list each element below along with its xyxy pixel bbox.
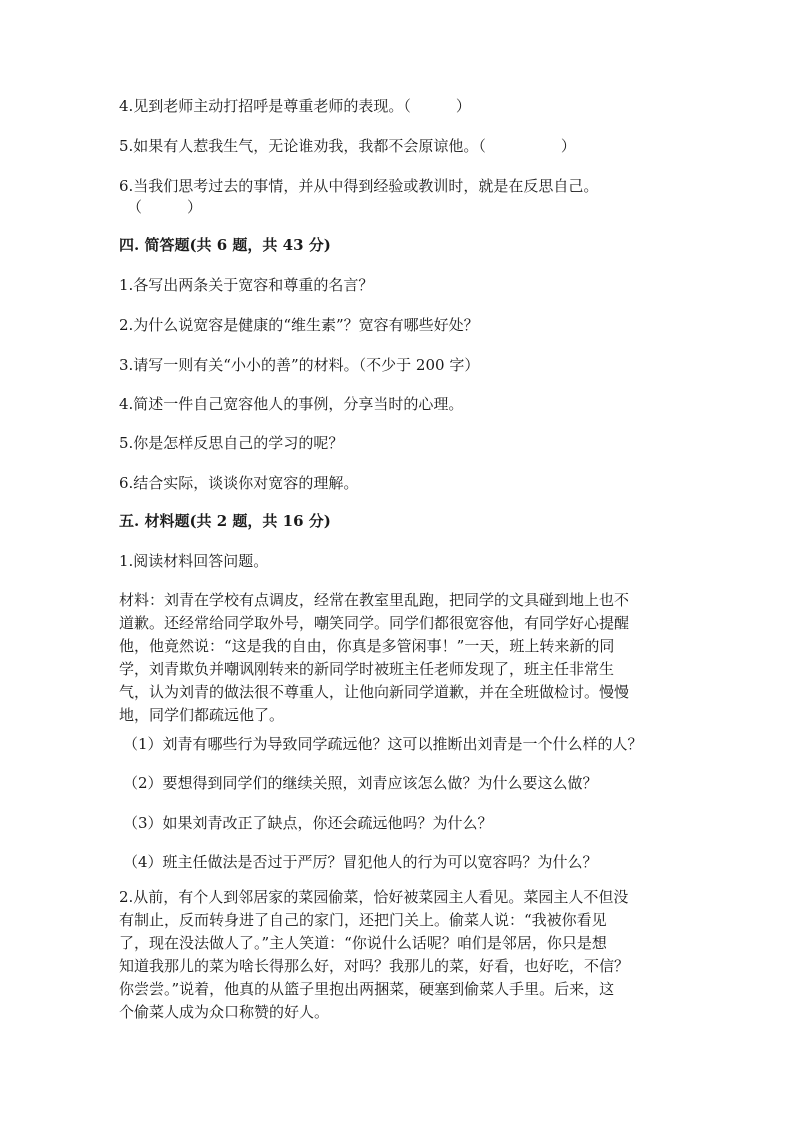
material-question-2-text [119, 886, 671, 1024]
section-5-heading: 五. 材料题(共 2 题，共 16 分) [119, 512, 331, 530]
material-line: 了，现在没法做人了。”主人笑道：“你说什么话呢？咱们是邻居，你只是想 [119, 934, 607, 952]
material-line: 2.从前，有个人到邻居家的菜园偷菜，恰好被菜园主人看见。菜园主人不但没 [119, 888, 629, 906]
material-line: 有制止，反而转身进了自己的家门，还把门关上。偷菜人说：“我被你看见 [119, 911, 607, 929]
short-answer-question-6: 6.结合实际，谈谈你对宽容的理解。 [119, 474, 359, 492]
short-answer-question-3: 3.请写一则有关“小小的善”的材料。（不少于 200 字） [119, 356, 480, 374]
material-line: 气，认为刘青的做法很不尊重人，让他向新同学道歉，并在全班做检讨。慢慢 [119, 683, 630, 701]
material-line: 知道我那儿的菜为啥长得那么好，对吗？我那儿的菜，好看，也好吃，不信？ [119, 957, 630, 975]
material-line: 你尝尝。”说着，他真的从篮子里抱出两捆菜，硬塞到偷菜人手里。后来，这 [119, 980, 615, 998]
material-subquestion-4: （4）班主任做法是否过于严厉？冒犯他人的行为可以宽容吗？为什么？ [123, 853, 598, 871]
material-subquestion-2: （2）要想得到同学们的继续关照，刘青应该怎么做？为什么要这么做？ [123, 774, 598, 792]
judgement-item-6: 6.当我们思考过去的事情，并从中得到经验或教训时，就是在反思自己。 [119, 177, 599, 195]
material-line: 他，他竟然说：“这是我的自由，你真是多管闲事！”一天，班上转来新的同 [119, 637, 615, 655]
material-question-1-title: 1.阅读材料回答问题。 [119, 552, 269, 570]
material-line: 地，同学们都疏远他了。 [119, 706, 285, 724]
judgement-item-4: 4.见到老师主动打招呼是尊重老师的表现。（ ） [119, 97, 471, 115]
material-subquestion-1: （1）刘青有哪些行为导致同学疏远他？这可以推断出刘青是一个什么样的人？ [123, 735, 643, 753]
judgement-item-6-answer-blank: （ ） [127, 198, 203, 216]
material-line: 学，刘青欺负并嘲讽刚转来的新同学时被班主任老师发现了，班主任非常生 [119, 660, 615, 678]
judgement-item-5: 5.如果有人惹我生气，无论谁劝我，我都不会原谅他。（ ） [119, 137, 576, 155]
material-line: 个偷菜人成为众口称赞的好人。 [119, 1003, 330, 1021]
short-answer-question-4: 4.简述一件自己宽容他人的事例，分享当时的心理。 [119, 395, 464, 413]
material-subquestion-3: （3）如果刘青改正了缺点，你还会疏远他吗？为什么？ [123, 814, 493, 832]
short-answer-question-5: 5.你是怎样反思自己的学习的呢？ [119, 434, 344, 452]
short-answer-question-1: 1.各写出两条关于宽容和尊重的名言？ [119, 276, 374, 294]
material-line: 道歉。还经常给同学取外号，嘲笑同学。同学们都很宽容他，有同学好心提醒 [119, 614, 630, 632]
material-line: 材料：刘青在学校有点调皮，经常在教室里乱跑，把同学的文具碰到地上也不 [119, 591, 630, 609]
section-4-heading: 四. 简答题(共 6 题，共 43 分) [119, 236, 331, 254]
material-question-1-text [119, 589, 671, 727]
short-answer-question-2: 2.为什么说宽容是健康的“维生素”？宽容有哪些好处？ [119, 316, 479, 334]
